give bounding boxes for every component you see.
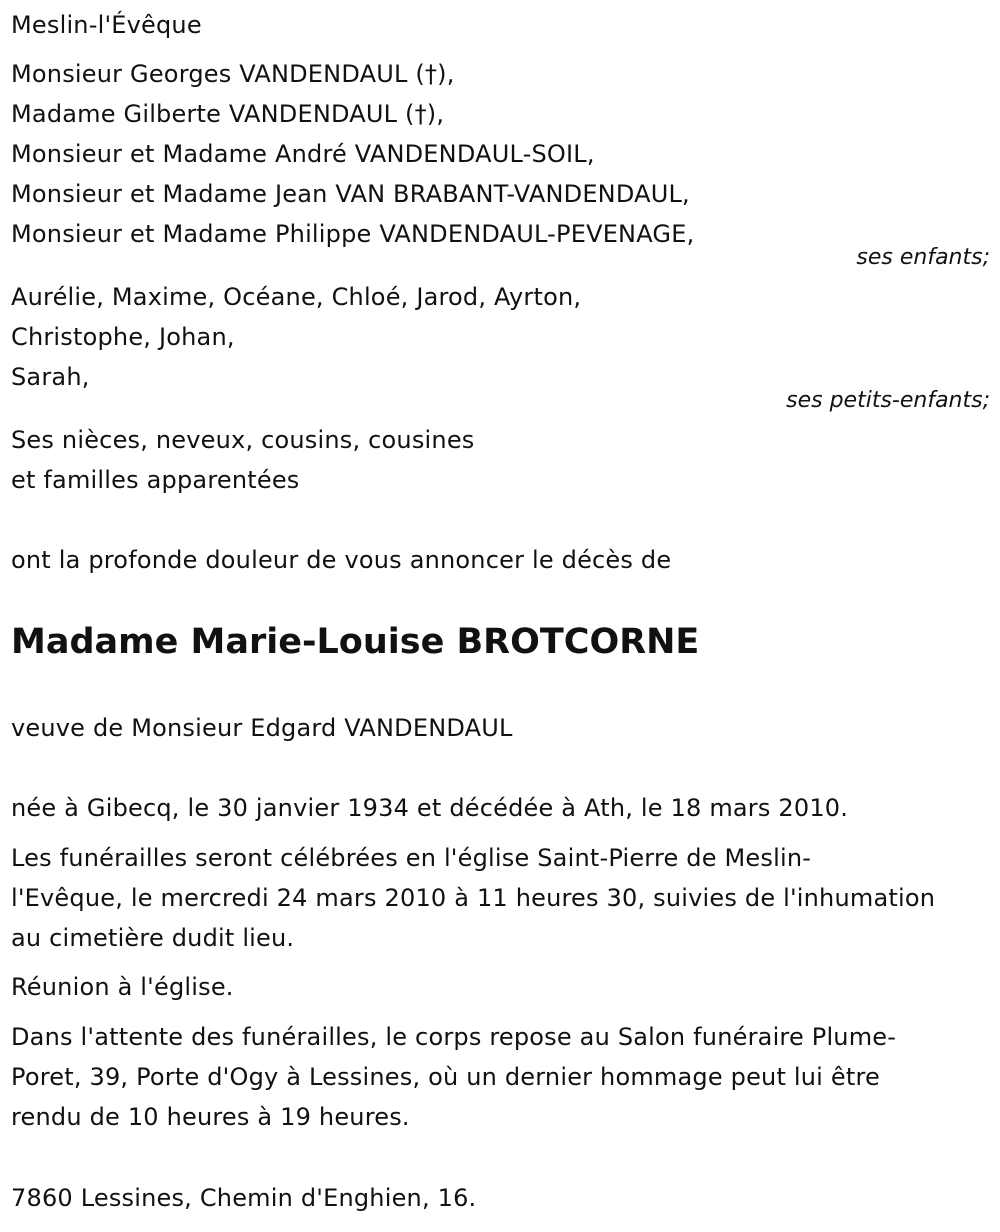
deceased-name: Madame Marie-Louise BROTCORNE (11, 622, 700, 662)
relatives-line: et familles apparentées (11, 466, 300, 494)
child-line: Monsieur et Madame Philippe VANDENDAUL-PEVENAGE, (11, 220, 695, 248)
child-line: Monsieur et Madame Jean VAN BRABANT-VANDENDAUL, (11, 180, 690, 208)
grandchild-line: Sarah, (11, 363, 90, 391)
relatives-line: Ses nièces, neveux, cousins, cousines (11, 426, 475, 454)
child-line: Monsieur Georges VANDENDAUL (†), (11, 60, 455, 88)
child-line: Monsieur et Madame André VANDENDAUL-SOIL, (11, 140, 595, 168)
grandchildren-label: ses petits-enfants; (786, 388, 990, 413)
grandchild-line: Aurélie, Maxime, Océane, Chloé, Jarod, Ayrton, (11, 283, 582, 311)
child-line: Madame Gilberte VANDENDAUL (†), (11, 100, 445, 128)
funeral-line: l'Evêque, le mercredi 24 mars 2010 à 11 heures 30, suivies de l'inhumation (11, 884, 936, 912)
address: 7860 Lessines, Chemin d'Enghien, 16. (11, 1184, 477, 1212)
meeting-info: Réunion à l'église. (11, 973, 234, 1001)
viewing-line: Poret, 39, Porte d'Ogy à Lessines, où un dernier hommage peut lui être (11, 1063, 880, 1091)
widow-of: veuve de Monsieur Edgard VANDENDAUL (11, 714, 513, 742)
announcement: ont la profonde douleur de vous annoncer le décès de (11, 546, 672, 574)
funeral-line: au cimetière dudit lieu. (11, 924, 295, 952)
place-header: Meslin-l'Évêque (11, 11, 202, 39)
grandchild-line: Christophe, Johan, (11, 323, 235, 351)
children-label: ses enfants; (856, 245, 990, 270)
viewing-line: rendu de 10 heures à 19 heures. (11, 1103, 410, 1131)
viewing-line: Dans l'attente des funérailles, le corps repose au Salon funéraire Plume- (11, 1023, 897, 1051)
funeral-line: Les funérailles seront célébrées en l'église Saint-Pierre de Meslin- (11, 844, 812, 872)
birth-death: née à Gibecq, le 30 janvier 1934 et décédée à Ath, le 18 mars 2010. (11, 794, 849, 822)
